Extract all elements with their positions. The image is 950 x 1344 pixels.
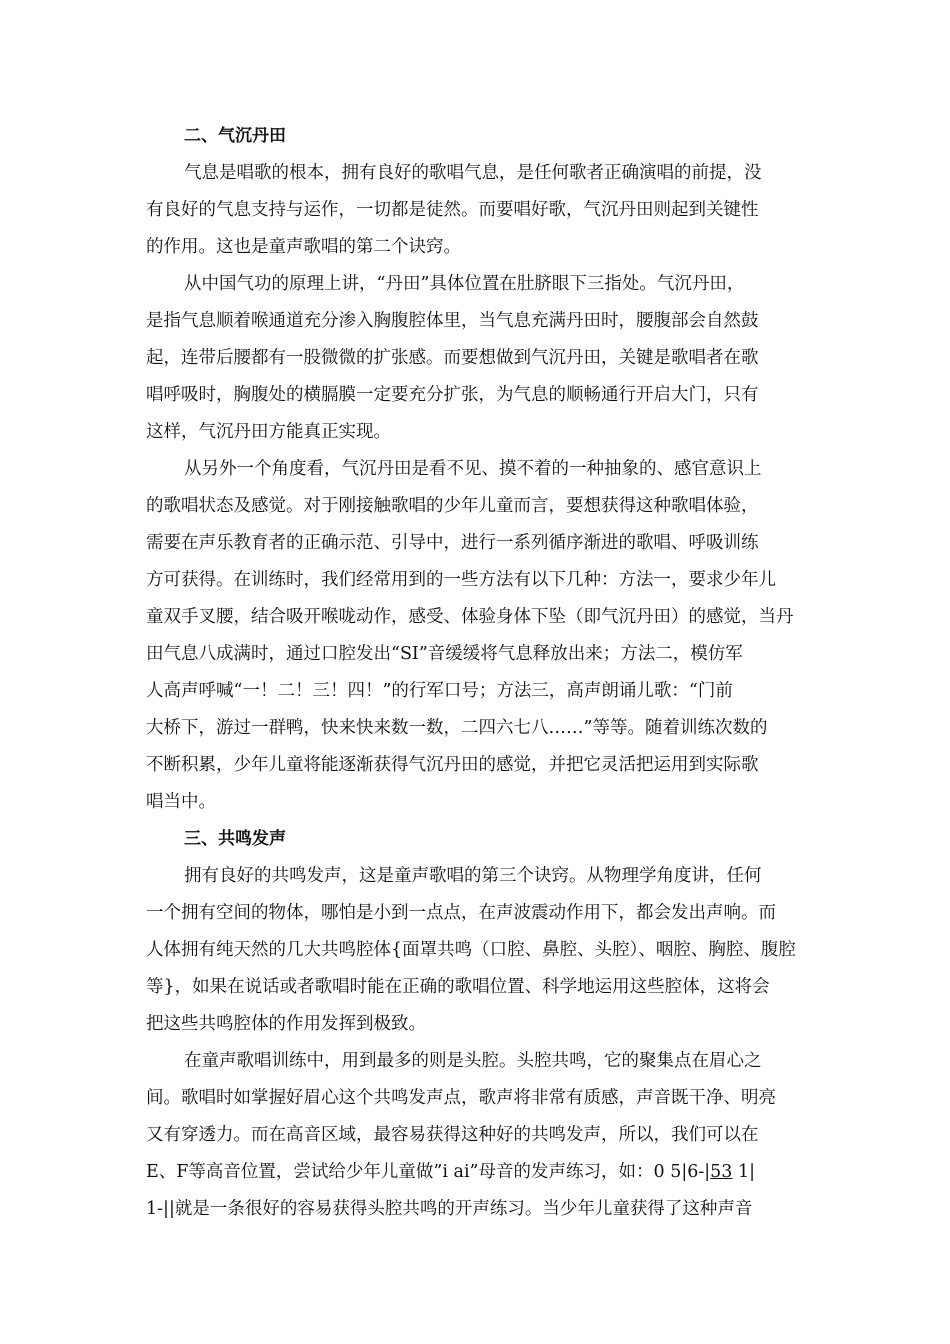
text-line: 方可获得。在训练时，我们经常用到的一些方法有以下几种：方法一，要求少年儿 (146, 570, 776, 590)
text-line: 是指气息顺着喉通道充分渗入胸腹腔体里，当气息充满丹田时，腰腹部会自然鼓 (146, 311, 759, 331)
text-line: 大桥下，游过一群鸭，快来快来数一数，二四六七八……”等等。随着训练次数的 (146, 718, 768, 738)
text-line: 人体拥有纯天然的几大共鸣腔体{面罩共鸣（口腔、鼻腔、头腔）、咽腔、胸腔、腹腔 (146, 940, 796, 960)
notation-underlined-notes: 53 (710, 1162, 733, 1182)
text-line: 需要在声乐教育者的正确示范、引导中，进行一系列循序渐进的歌唱、呼吸训练 (146, 533, 759, 553)
text-line: 这样，气沉丹田方能真正实现。 (146, 422, 391, 442)
text-line: 拥有良好的共鸣发声，这是童声歌唱的第三个诀窍。从物理学角度讲，任何 (184, 866, 762, 886)
paragraph-resonance-intro (146, 858, 806, 1043)
text-line-notation (146, 1154, 806, 1191)
notation-text-before: E、F等高音位置，尝试给少年儿童做”i ai”母音的发声练习，如：0 5|6-| (146, 1162, 711, 1182)
text-line: 童双手叉腰，结合吸开喉咙动作，感受、体验身体下坠（即气沉丹田）的感觉，当丹 (146, 607, 794, 627)
notation-text-after: 1| (732, 1162, 756, 1182)
section-heading-qi-chen-dan-tian: 二、气沉丹田 (184, 126, 286, 146)
paragraph-dan-tian-location (146, 266, 806, 451)
text-line: 一个拥有空间的物体，哪怕是小到一点点，在声波震动作用下，都会发出声响。而 (146, 903, 776, 923)
text-line: 不断积累，少年儿童将能逐渐获得气沉丹田的感觉，并把它灵活把运用到实际歌 (146, 755, 759, 775)
section-heading-gong-ming-fa-sheng: 三、共鸣发声 (184, 829, 286, 849)
text-line: 有良好的气息支持与运作，一切都是徒然。而要唱好歌，气沉丹田则起到关键性 (146, 200, 759, 220)
paragraph-breath-importance (146, 155, 806, 266)
text-line: 唱当中。 (146, 792, 216, 812)
text-line: 把这些共鸣腔体的作用发挥到极致。 (146, 1014, 426, 1034)
paragraph-head-resonance (146, 1043, 806, 1228)
document-page (146, 118, 806, 1228)
text-line: 气息是唱歌的根本，拥有良好的歌唱气息，是任何歌者正确演唱的前提，没 (184, 163, 762, 183)
text-line: 从另外一个角度看，气沉丹田是看不见、摸不着的一种抽象的、感官意识上 (184, 459, 762, 479)
text-line: 间。歌唱时如掌握好眉心这个共鸣发声点，歌声将非常有质感，声音既干净、明亮 (146, 1088, 776, 1108)
text-line: 的作用。这也是童声歌唱的第二个诀窍。 (146, 237, 461, 257)
text-line: 又有穿透力。而在高音区域，最容易获得这种好的共鸣发声，所以，我们可以在 (146, 1125, 759, 1145)
text-line: 的歌唱状态及感觉。对于刚接触歌唱的少年儿童而言，要想获得这种歌唱体验， (146, 496, 759, 516)
text-line: 从中国气功的原理上讲，“丹田”具体位置在肚脐眼下三指处。气沉丹田， (184, 274, 745, 294)
text-line: 人高声呼喊“一！二！三！四！”的行军口号；方法三，高声朗诵儿歌：“门前 (146, 681, 733, 701)
text-line: 1-||就是一条很好的容易获得头腔共鸣的开声练习。当少年儿童获得了这种声音 (146, 1199, 753, 1219)
text-line: 唱呼吸时，胸腹处的横膈膜一定要充分扩张，为气息的顺畅通行开启大门，只有 (146, 385, 759, 405)
text-line: 田气息八成满时，通过口腔发出“SI”音缓缓将气息释放出来；方法二，模仿军 (146, 644, 743, 664)
text-line: 起，连带后腰都有一股微微的扩张感。而要想做到气沉丹田，关键是歌唱者在歌 (146, 348, 759, 368)
text-line: 等}，如果在说话或者歌唱时能在正确的歌唱位置、科学地运用这些腔体，这将会 (146, 977, 770, 997)
paragraph-training-methods (146, 451, 806, 821)
text-line: 在童声歌唱训练中，用到最多的则是头腔。头腔共鸣，它的聚集点在眉心之 (184, 1051, 762, 1071)
